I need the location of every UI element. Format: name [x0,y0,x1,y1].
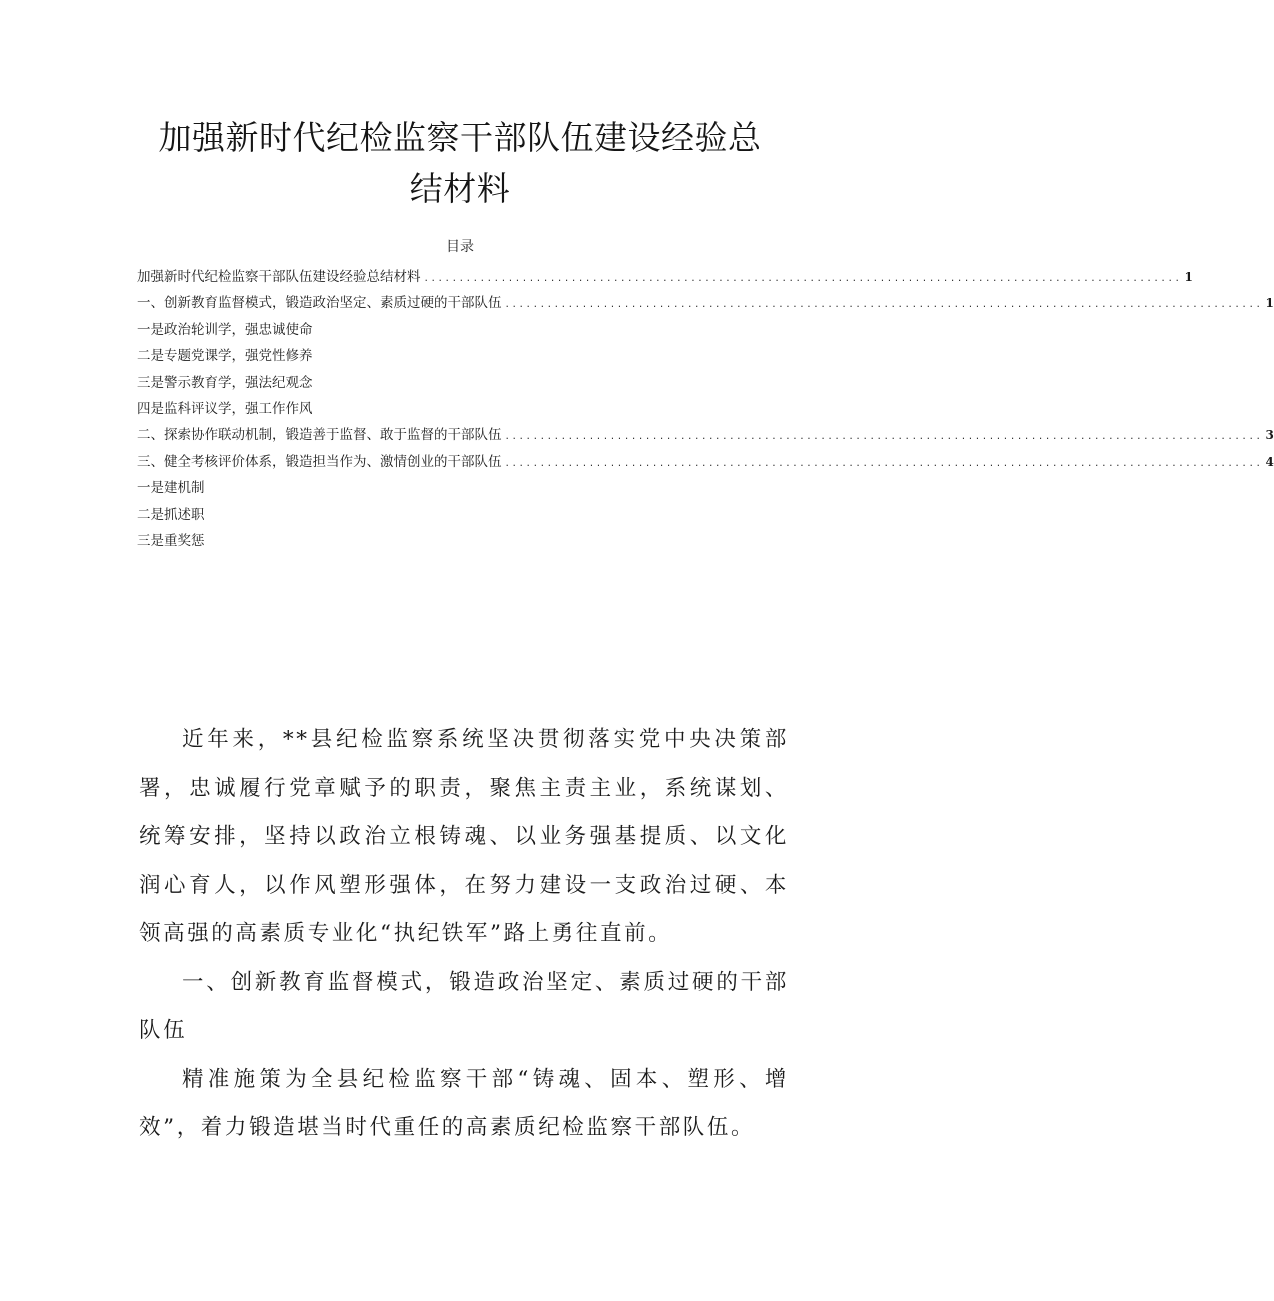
toc-entry-text: 二、探索协作联动机制，锻造善于监督、敢于监督的干部队伍 [137,427,502,444]
toc-entry-text: 一是建机制 [137,480,205,497]
toc-entry-text: 一是政治轮训学，强忠诚使命 [137,321,313,338]
toc-entry[interactable] [137,264,1193,290]
toc-entry[interactable] [137,370,777,396]
toc-entry-text: 三是重奖惩 [137,532,205,549]
toc-heading: 目录 [446,239,474,255]
section-heading: 一、创新教育监督模式，锻造政治坚定、素质过硬的干部队伍 [139,969,789,1043]
toc-entry[interactable] [137,396,777,422]
toc-entry[interactable] [137,317,777,343]
body-paragraph-intro: 近年来，**县纪检监察系统坚决贯彻落实党中央决策部署，忠诚履行党章赋予的职责，聚焦主责主业，系统谋划、统筹安排，坚持以政治立根铸魂、以业务强基提质、以文化润心育人，以作风塑形强体，在努力建设一支政治过硬、本领高强的高素质专业化“执纪铁军”路上勇往直前。 [139,727,789,946]
toc-entry-text: 一、创新教育监督模式，锻造政治坚定、素质过硬的干部队伍 [137,295,502,312]
toc-dot-leader: ............................................................................................................ [504,432,1263,443]
toc-entry-page: 1 [1265,296,1274,311]
toc-entry[interactable] [137,502,777,528]
toc-entry-text: 二是专题党课学，强党性修养 [137,348,313,365]
toc-dot-leader: ............................................................................................................ [504,300,1263,311]
toc-entry[interactable] [137,528,777,554]
document-title [0,112,920,214]
toc-entry-text: 四是监科评议学，强工作作风 [137,400,313,417]
toc-entry-text: 三、健全考核评价体系，锻造担当作为、激情创业的干部队伍 [137,453,502,470]
toc-entry[interactable] [137,343,777,369]
toc-entry[interactable] [137,290,1274,316]
document-title-line-2: 结材料 [409,169,511,208]
toc-entry-page: 4 [1265,454,1274,469]
toc-entry-page: 1 [1184,270,1193,284]
toc-entry[interactable] [137,422,1274,448]
toc-entry-text: 三是警示教育学，强法纪观念 [137,374,313,391]
toc-entry-page: 3 [1265,428,1274,443]
toc-dot-leader: ............................................................................................................ [504,458,1263,469]
toc-entry-text: 加强新时代纪检监察干部队伍建设经验总结材料 [137,269,421,285]
document-title-line-1: 加强新时代纪检监察干部队伍建设经验总 [158,118,762,157]
toc-entry-text: 二是抓述职 [137,506,205,523]
toc-dot-leader: ............................................................................................................ [423,274,1182,284]
toc-entry[interactable] [137,475,777,501]
body-paragraph: 精准施策为全县纪检监察干部“铸魂、固本、塑形、增效”，着力锻造堪当时代重任的高素质纪检监察干部队伍。 [139,1066,789,1140]
table-of-contents [137,264,1274,554]
document-body [139,716,789,1153]
toc-entry[interactable] [137,449,1274,475]
